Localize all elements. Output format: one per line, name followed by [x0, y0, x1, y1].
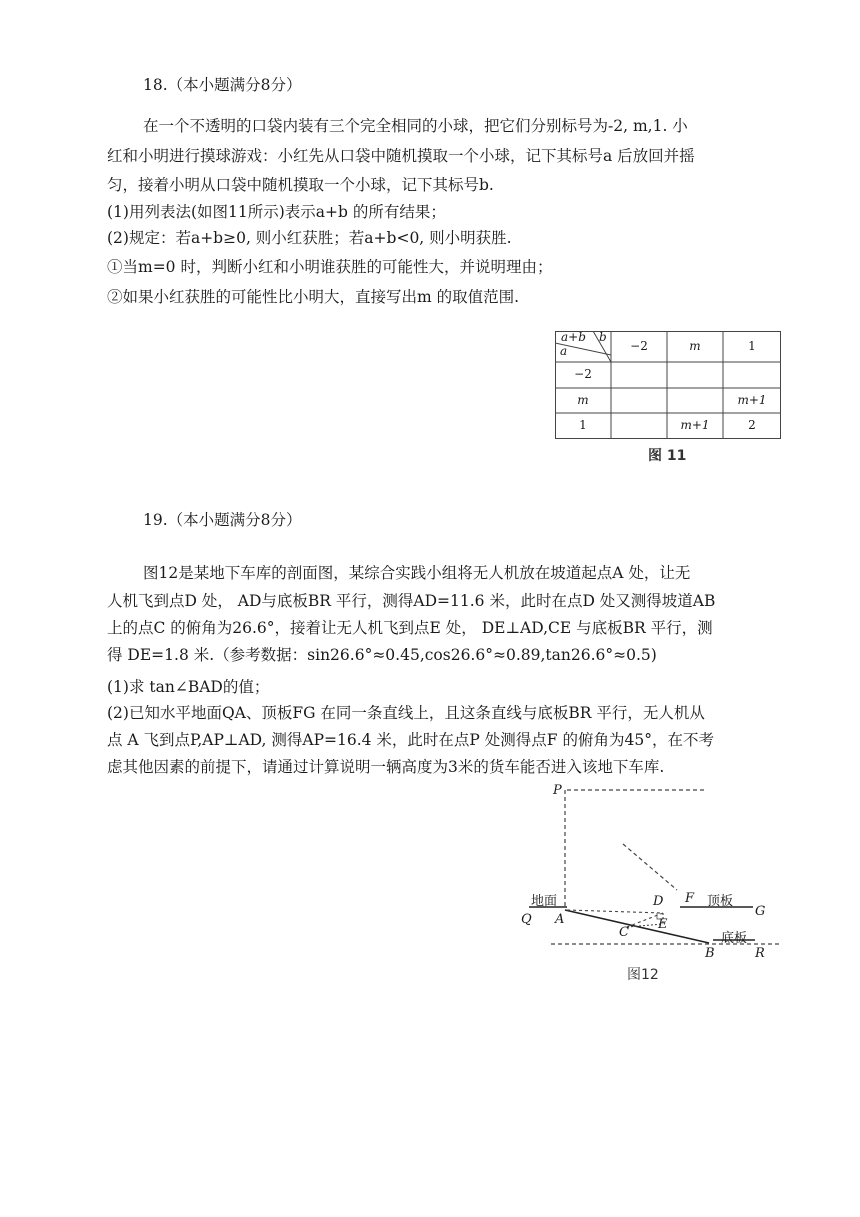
- label-F: F: [685, 891, 695, 906]
- table-cell-m-1: m+1: [737, 393, 767, 407]
- corner-label-a: a: [560, 344, 568, 358]
- col-header-2: m: [689, 339, 701, 353]
- col-header-3: 1: [748, 339, 756, 353]
- q18-line-2: 红和小明进行摸球游戏：小红先从口袋中随机摸取一个小球，记下其标号a 后放回并摇: [107, 147, 695, 165]
- label-B: B: [705, 946, 715, 961]
- label-G: G: [755, 904, 766, 919]
- label-C: C: [619, 925, 629, 940]
- corner-label-sum: a+b: [561, 330, 586, 344]
- figure-11-table: [555, 331, 781, 439]
- label-E: E: [658, 917, 668, 932]
- q19-line-7: 点 A 飞到点P,AP⊥AD, 测得AP=16.4 米，此时在点P 处测得点F 的俯角为45°，在不考: [107, 731, 714, 749]
- q19-line-3: 上的点C 的俯角为26.6°，接着让无人机飞到点E 处， DE⊥AD,CE 与底板BR 平行，测: [107, 619, 713, 637]
- q18-line-4: (1)用列表法(如图11所示)表示a+b 的所有结果；: [107, 203, 446, 221]
- label-D: D: [653, 894, 664, 909]
- table-cell-1-m: m+1: [680, 418, 710, 432]
- row-header-2: m: [577, 393, 589, 407]
- col-header-1: −2: [630, 339, 648, 353]
- q18-line-5: (2)规定：若a+b≥0, 则小红获胜；若a+b<0, 则小明获胜.: [107, 229, 512, 247]
- label-floor: 底板: [721, 931, 748, 946]
- q19-line-2: 人机飞到点D 处， AD与底板BR 平行，测得AD=11.6 米，此时在点D 处又测得坡道AB: [107, 592, 716, 610]
- q19-line-4: 得 DE=1.8 米.（参考数据：sin26.6°≈0.45,cos26.6°≈0.89,tan26.6°≈0.5): [107, 646, 657, 664]
- q19-heading: 19.（本小题满分8分）: [143, 511, 302, 529]
- figure-11-caption: 图 11: [648, 448, 687, 464]
- label-ground: 地面: [531, 894, 558, 909]
- label-A: A: [555, 912, 565, 927]
- label-ceiling: 顶板: [707, 894, 734, 909]
- label-P: P: [553, 783, 562, 798]
- table-cell-1-1: 2: [748, 418, 756, 432]
- q18-line-3: 匀，接着小明从口袋中随机摸取一个小球，记下其标号b.: [107, 176, 494, 194]
- figure-12-diagram: [515, 780, 785, 965]
- q19-line-1: 图12是某地下车库的剖面图，某综合实践小组将无人机放在坡道起点A 处，让无: [143, 564, 691, 582]
- figure-12-caption: 图12: [627, 967, 659, 983]
- q19-line-5: (1)求 tan∠BAD的值；: [107, 678, 270, 696]
- q18-line-6: ①当m=0 时，判断小红和小明谁获胜的可能性大，并说明理由；: [107, 258, 553, 276]
- q19-line-8: 虑其他因素的前提下，请通过计算说明一辆高度为3米的货车能否进入该地下车库.: [107, 758, 665, 776]
- row-header-3: 1: [579, 418, 587, 432]
- q19-line-6: (2)已知水平地面QA、顶板FG 在同一条直线上，且这条直线与底板BR 平行，无人机从: [107, 704, 705, 722]
- row-header-1: −2: [574, 367, 592, 381]
- q18-heading: 18.（本小题满分8分）: [143, 76, 302, 94]
- label-Q: Q: [521, 912, 532, 927]
- corner-label-b: b: [599, 330, 607, 344]
- label-R: R: [755, 946, 765, 961]
- q18-line-1: 在一个不透明的口袋内装有三个完全相同的小球，把它们分别标号为-2, m,1. 小: [143, 117, 688, 135]
- q18-line-7: ②如果小红获胜的可能性比小明大，直接写出m 的取值范围.: [107, 288, 520, 306]
